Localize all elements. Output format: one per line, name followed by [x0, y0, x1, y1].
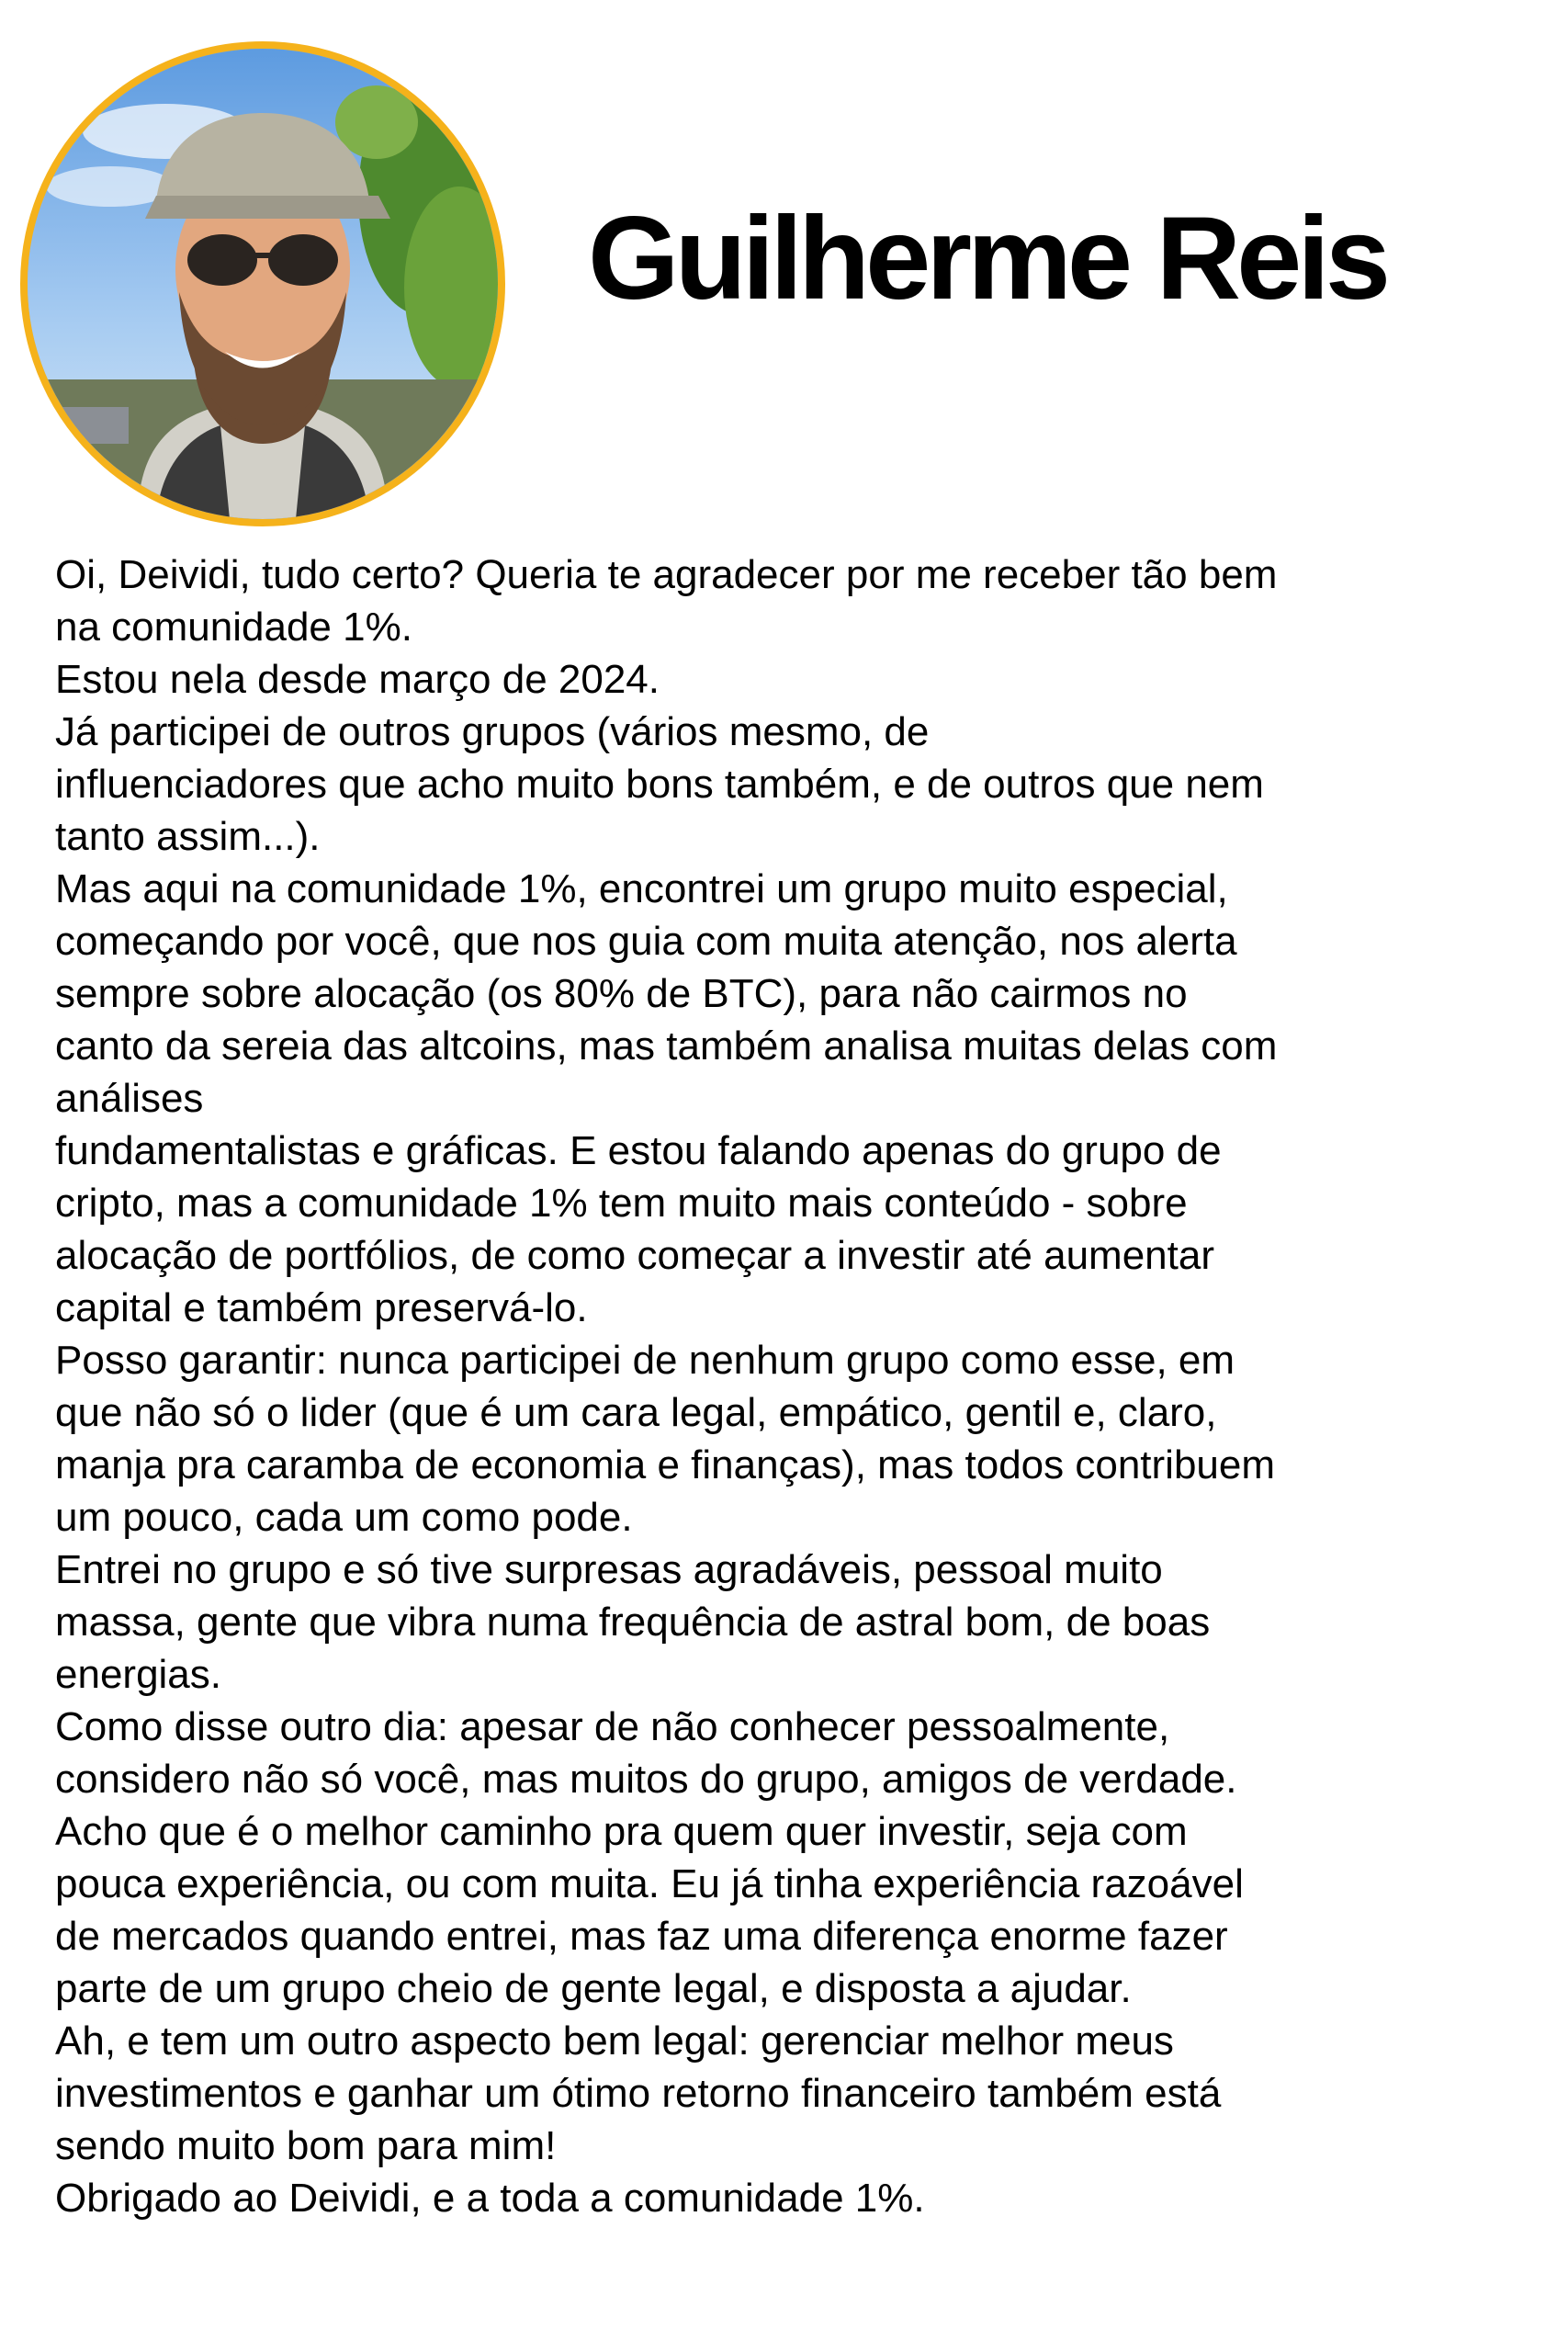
message-line: massa, gente que vibra numa frequência de astral bom, de boas: [55, 1600, 1211, 1645]
message-line: Ah, e tem um outro aspecto bem legal: gerenciar melhor meus: [55, 2018, 1174, 2064]
message-line: sempre sobre alocação (os 80% de BTC), para não cairmos no: [55, 971, 1188, 1016]
message-line: que não só o lider (que é um cara legal, empático, gentil e, claro,: [55, 1390, 1217, 1435]
message-line: Entrei no grupo e só tive surpresas agradáveis, pessoal muito: [55, 1547, 1163, 1592]
profile-name: Guilherme Reis: [588, 193, 1386, 324]
message-line: Obrigado ao Deividi, e a toda a comunidade 1%.: [55, 2176, 925, 2221]
message-line: começando por você, que nos guia com muita atenção, nos alerta: [55, 919, 1237, 964]
message-line: pouca experiência, ou com muita. Eu já tinha experiência razoável: [55, 1861, 1244, 1906]
message-line: sendo muito bom para mim!: [55, 2123, 557, 2168]
message-line: na comunidade 1%.: [55, 605, 412, 650]
message-line: Mas aqui na comunidade 1%, encontrei um grupo muito especial,: [55, 866, 1228, 911]
message-line: um pouco, cada um como pode.: [55, 1495, 633, 1540]
message-line: parte de um grupo cheio de gente legal, e disposta a ajudar.: [55, 1966, 1132, 2011]
testimonial-message: [55, 548, 1525, 2224]
message-line: tanto assim...).: [55, 814, 321, 859]
message-line: Já participei de outros grupos (vários mesmo, de: [55, 709, 930, 754]
message-line: Posso garantir: nunca participei de nenhum grupo como esse, em: [55, 1338, 1235, 1383]
message-line: considero não só você, mas muitos do grupo, amigos de verdade.: [55, 1757, 1237, 1802]
message-line: Acho que é o melhor caminho pra quem quer investir, seja com: [55, 1809, 1188, 1854]
message-line: cripto, mas a comunidade 1% tem muito mais conteúdo - sobre: [55, 1181, 1188, 1226]
profile-avatar: [20, 41, 505, 526]
message-line: Estou nela desde março de 2024.: [55, 657, 660, 702]
message-line: de mercados quando entrei, mas faz uma diferença enorme fazer: [55, 1914, 1228, 1959]
message-line: investimentos e ganhar um ótimo retorno financeiro também está: [55, 2071, 1222, 2116]
message-line: alocação de portfólios, de como começar a investir até aumentar: [55, 1233, 1214, 1278]
message-line: manja pra caramba de economia e finanças), mas todos contribuem: [55, 1442, 1276, 1487]
message-line: Oi, Deividi, tudo certo? Queria te agradecer por me receber tão bem: [55, 552, 1278, 597]
message-line: canto da sereia das altcoins, mas também analisa muitas delas com: [55, 1023, 1278, 1069]
person-photo-icon: [28, 49, 498, 519]
message-line: energias.: [55, 1652, 222, 1697]
message-line: análises: [55, 1076, 204, 1121]
message-line: capital e também preservá-lo.: [55, 1285, 588, 1330]
message-line: fundamentalistas e gráficas. E estou falando apenas do grupo de: [55, 1128, 1222, 1173]
message-line: influenciadores que acho muito bons também, e de outros que nem: [55, 762, 1264, 807]
message-line: Como disse outro dia: apesar de não conhecer pessoalmente,: [55, 1704, 1170, 1749]
